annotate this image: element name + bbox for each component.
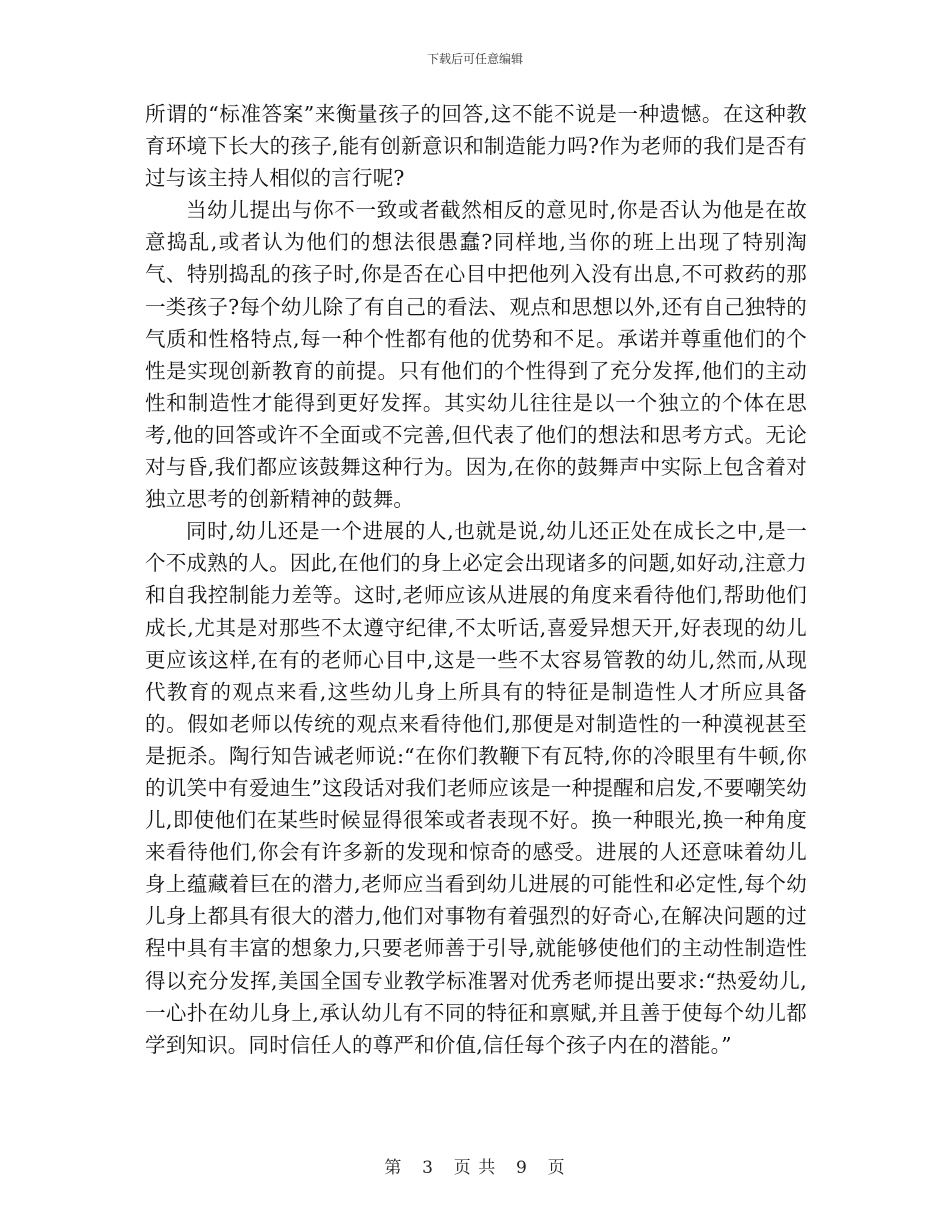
page-label-middle: 页 共 (453, 1158, 497, 1178)
paragraph-2: 当幼儿提出与你不一致或者截然相反的意见时,你是否认为他是在故意捣乱,或者认为他们的想法很愚蠢?同样地,当你的班上出现了特别淘气、特别捣乱的孩子时,你是否在心目中把他列入没有出息,不可救药的那一类孩子?每个幼儿除了有自己的看法、观点和思想以外,还有自己独特的气质和性格特点,每一种个性都有他的优势和不足。承诺并尊重他们的个性是实现创新教育的前提。只有他们的个性得到了充分发挥,他们的主动性和制造性才能得到更好发挥。其实幼儿往往是以一个独立的个体在思考,他的回答或许不全面或不完善,但代表了他们的想法和思考方式。无论对与昏,我们都应该鼓舞这种行为。因为,在你的鼓舞声中实际上包含着对独立思考的创新精神的鼓舞。 (145, 198, 807, 512)
current-page-number: 3 (422, 1158, 434, 1178)
page-label-prefix: 第 (384, 1158, 403, 1178)
paragraph-1: 所谓的“标准答案”来衡量孩子的回答,这不能不说是一种遗憾。在这种教育环境下长大的孩子,能有创新意识和制造能力吗?作为老师的我们是否有过与该主持人相似的言行呢? (145, 102, 807, 191)
page-label-suffix: 页 (547, 1158, 566, 1178)
document-body (145, 98, 807, 1061)
page-header: 下载后可任意编辑 (426, 52, 523, 66)
total-page-count: 9 (516, 1158, 528, 1178)
paragraph-3: 同时,幼儿还是一个进展的人,也就是说,幼儿还正处在成长之中,是一个不成熟的人。因此,在他们的身上必定会出现诸多的问题,如好动,注意力和自我控制能力差等。这时,老师应该从进展的角度来看待他们,帮助他们成长,尤其是对那些不太遵守纪律,不太听话,喜爱异想天开,好表现的幼儿更应该这样,在有的老师心目中,这是一些不太容易管教的幼儿,然而,从现代教育的观点来看,这些幼儿身上所具有的特征是制造性人才所应具备的。假如老师以传统的观点来看待他们,那便是对制造性的一种漠视甚至是扼杀。陶行知告诫老师说:“在你们教鞭下有瓦特,你的冷眼里有牛顿,你的讥笑中有爱迪生”这段话对我们老师应该是一种提醒和启发,不要嘲笑幼儿,即使他们在某些时候显得很笨或者表现不好。换一种眼光,换一种角度来看待他们,你会有许多新的发现和惊奇的感受。进展的人还意味着幼儿身上蕴藏着巨在的潜力,老师应当看到幼儿进展的可能性和必定性,每个幼儿身上都具有很大的潜力,他们对事物有着强烈的好奇心,在解决问题的过程中具有丰富的想象力,只要老师善于引导,就能够使他们的主动性制造性得以充分发挥,美国全国专业教学标准署对优秀老师提出要求:“热爱幼儿,一心扑在幼儿身上,承认幼儿有不同的特征和禀赋,并且善于使每个幼儿都学到知识。同时信任人的尊严和价值,信任每个孩子内在的潜能。” (145, 519, 807, 1057)
page-number-footer (0, 1153, 950, 1178)
